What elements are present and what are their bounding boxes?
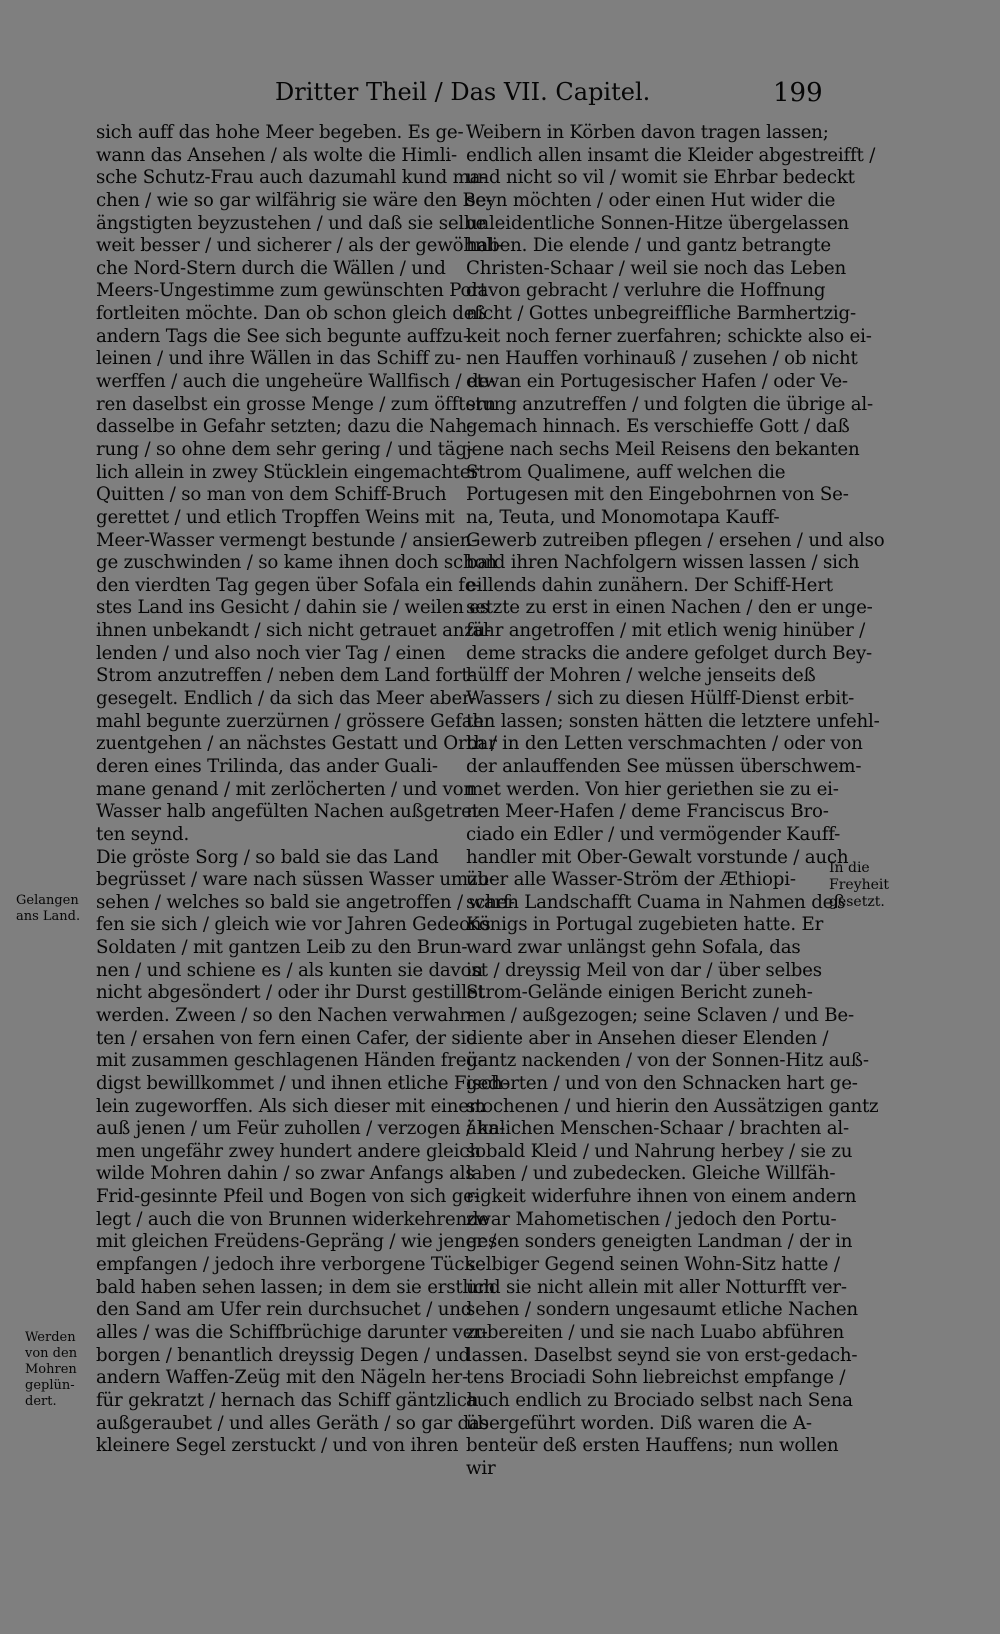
text-line: laben / und zubedecken. Gleiche Willfäh- <box>466 1163 836 1185</box>
text-line: nicht / Gottes unbegreiffliche Barmhertzig- <box>466 303 856 325</box>
text-line: schen Landschafft Cuama in Nahmen deß <box>466 891 846 913</box>
text-line: tens Brociadi Sohn liebreichst empfange / <box>466 1367 846 1389</box>
margin-note-line: ans Land. <box>16 909 81 924</box>
text-line: weit besser / und sicherer / als der gewöhnli- <box>96 235 504 257</box>
text-line: werden. Zween / so den Nachen verwahr- <box>96 1004 474 1026</box>
text-line: selbiger Gegend seinen Wohn-Sitz hatte / <box>466 1254 840 1276</box>
text-line: Portugesen mit den Eingebohrnen von Se- <box>466 484 849 506</box>
margin-note-line: dert. <box>25 1394 57 1409</box>
text-line: Königs in Portugal zugebieten hatte. Er <box>466 914 824 936</box>
text-line: sehen / sondern ungesaumt etliche Nachen <box>466 1299 858 1321</box>
running-title: Dritter Theil / Das VII. Capitel. <box>275 78 651 106</box>
text-line: jene nach sechs Meil Reisens den bekanten <box>466 438 860 460</box>
text-line: endlich allen insamt die Kleider abgestreifft / <box>466 144 876 166</box>
text-line: ge zuschwinden / so kame ihnen doch schon <box>96 552 497 574</box>
text-line: Frid-gesinnte Pfeil und Bogen von sich ge- <box>96 1186 480 1208</box>
text-line: ciado ein Edler / und vermögender Kauff- <box>466 823 841 845</box>
text-line: benteür deß ersten Hauffens; nun wollen <box>466 1435 839 1457</box>
text-line: nen Meer-Hafen / deme Franciscus Bro- <box>466 801 829 823</box>
left-text-column <box>96 122 515 1458</box>
margin-note-line: In die <box>829 860 870 876</box>
margin-note-line: Gelangen <box>16 893 79 908</box>
margin-note-line: Mohren <box>25 1362 77 1377</box>
text-line: Quitten / so man von dem Schiff-Bruch <box>96 484 447 506</box>
text-line: Strom Qualimene, auff welchen die <box>466 461 786 483</box>
margin-note-line: gesetzt. <box>829 894 885 910</box>
text-line: gesen sonders geneigten Landman / der in <box>466 1231 853 1253</box>
text-line: bar in den Letten verschmachten / oder von <box>466 733 863 755</box>
text-line: auß jenen / um Feür zuhollen / verzogen / ka- <box>96 1118 505 1140</box>
text-line: stung anzutreffen / und folgten die übrige al- <box>466 393 873 415</box>
text-line: Strom-Gelände einigen Bericht zuneh- <box>466 982 813 1004</box>
margin-note-plundered <box>25 1330 87 1410</box>
text-line: und nicht so vil / womit sie Ehrbar bedeckt <box>466 167 855 189</box>
text-line: legt / auch die von Brunnen widerkehrende <box>96 1208 489 1230</box>
text-line: zuentgehen / an nächstes Gestatt und Orth / <box>96 733 497 755</box>
text-line: empfangen / jedoch ihre verborgene Tücke <box>96 1254 486 1276</box>
text-line: Meers-Ungestimme zum gewünschten Port <box>96 280 487 302</box>
text-line: zubereiten / und sie nach Luabo abführen <box>466 1321 845 1343</box>
text-line: und sie nicht allein mit aller Notturfft ver- <box>466 1276 847 1298</box>
text-line: borgen / benantlich dreyssig Degen / und <box>96 1344 470 1366</box>
text-line: über alle Wasser-Ström der Æthiopi- <box>466 869 796 891</box>
text-line: nen / und schiene es / als kunten sie davon <box>96 959 483 981</box>
text-line: zwar Mahometischen / jedoch den Portu- <box>466 1208 837 1230</box>
text-line: unleidentliche Sonnen-Hitze übergelassen <box>466 212 849 234</box>
text-line: lenden / und also noch vier Tag / einen <box>96 642 446 664</box>
text-line: sobald Kleid / und Nahrung herbey / sie zu <box>466 1140 853 1162</box>
text-line: ihnen unbekandt / sich nicht getrauet anzu- <box>96 620 492 642</box>
text-line: der anlauffenden See müssen überschwem- <box>466 755 862 777</box>
text-line: sche Schutz-Frau auch dazumahl kund ma- <box>96 167 487 189</box>
text-line: che Nord-Stern durch die Wällen / und <box>96 257 446 279</box>
text-line: Gewerb zutreiben pflegen / ersehen / und also <box>466 529 885 551</box>
text-line: haben. Die elende / und gantz betrangte <box>466 235 831 257</box>
text-line: gemach hinnach. Es verschieffe Gott / daß <box>466 416 850 438</box>
text-line: lein zugeworffen. Als sich dieser mit einem <box>96 1095 486 1117</box>
text-line: ren daselbst ein grosse Menge / zum öfftern <box>96 393 496 415</box>
text-line: met werden. Von hier geriethen sie zu ei- <box>466 778 839 800</box>
text-line: gerettet / und etlich Tropffen Weins mit <box>96 506 455 528</box>
text-line: wir <box>466 1457 496 1479</box>
text-line: diente aber in Ansehen dieser Elenden / <box>466 1027 829 1049</box>
text-line: bald haben sehen lassen; in dem sie erstlich <box>96 1276 496 1298</box>
text-line: den vierdten Tag gegen über Sofala ein fe- <box>96 574 482 596</box>
text-line: davon gebracht / verluhre die Hoffnung <box>466 280 826 302</box>
text-line: mit zusammen geschlagenen Händen freü- <box>96 1050 484 1072</box>
text-line: chen / wie so gar wilfährig sie wäre den Be- <box>96 189 493 211</box>
text-line: Christen-Schaar / weil sie noch das Leben <box>466 257 846 279</box>
text-line: gesegelt. Endlich / da sich das Meer aber- <box>96 688 477 710</box>
text-line: ähnlichen Menschen-Schaar / brachten al- <box>466 1118 849 1140</box>
text-line: wann das Ansehen / als wolte die Himli- <box>96 144 457 166</box>
text-line: kleinere Segel zerstuckt / und von ihren <box>96 1435 459 1457</box>
text-line: na, Teuta, und Monomotapa Kauff- <box>466 506 780 528</box>
text-line: deren eines Trilinda, das ander Guali- <box>96 755 438 777</box>
text-line: Meer-Wasser vermengt bestunde / ansien- <box>96 529 478 551</box>
text-line: werffen / auch die ungeheüre Wallfisch / de- <box>96 371 495 393</box>
margin-note-line: geplün- <box>25 1378 75 1393</box>
text-line: men ungefähr zwey hundert andere gleich <box>96 1140 481 1162</box>
text-line: Weibern in Körben davon tragen lassen; <box>466 122 829 143</box>
text-line: wilde Mohren dahin / so zwar Anfangs als <box>96 1163 475 1185</box>
margin-note-landing <box>16 893 92 925</box>
text-line: nicht abgesöndert / oder ihr Durst gestillet <box>96 982 485 1004</box>
text-line: den Sand am Ufer rein durchsuchet / und <box>96 1299 473 1321</box>
text-line: handler mit Ober-Gewalt vorstunde / auch <box>466 846 849 868</box>
text-line: gantz nackenden / von der Sonnen-Hitz auß- <box>466 1050 869 1072</box>
text-line: übergeführt worden. Diß waren die A- <box>466 1412 812 1434</box>
text-line: seyn möchten / oder einen Hut wider die <box>466 189 836 211</box>
margin-note-line: Werden <box>25 1330 76 1345</box>
text-line: Wasser halb angefülten Nachen außgetret- <box>96 801 485 823</box>
text-line: dasselbe in Gefahr setzten; dazu die Nah- <box>96 416 473 438</box>
text-line: stes Land ins Gesicht / dahin sie / weilen es <box>96 597 489 619</box>
text-line: Strom anzutreffen / neben dem Land fort- <box>96 665 475 687</box>
text-line: für gekratzt / hernach das Schiff gäntzlich <box>96 1389 479 1411</box>
text-line: fähr angetroffen / mit etlich wenig hinüber / <box>466 620 866 642</box>
text-line: mahl begunte zuerzürnen / grössere Gefahr <box>96 710 493 732</box>
margin-note-line: von den <box>25 1346 78 1361</box>
text-line: leinen / und ihre Wällen in das Schiff zu- <box>96 348 462 370</box>
text-line: ten lassen; sonsten hätten die letztere unfehl- <box>466 710 880 732</box>
text-line: digst bewillkommet / und ihnen etliche Fisch- <box>96 1072 509 1094</box>
text-line: alles / was die Schiffbrüchige darunter ver- <box>96 1321 488 1343</box>
text-line: ward zwar unlängst gehn Sofala, das <box>466 937 801 959</box>
margin-note-freed <box>829 860 897 911</box>
text-line: begrüsset / ware nach süssen Wasser umzu- <box>96 869 495 891</box>
text-line: keit noch ferner zuerfahren; schickte also ei- <box>466 325 872 347</box>
text-line: ängstigten beyzustehen / und daß sie selbe <box>96 212 487 234</box>
text-line: etwan ein Portugesischer Hafen / oder Ve- <box>466 371 848 393</box>
text-line: andern Waffen-Zeüg mit den Nägeln her- <box>96 1367 468 1389</box>
text-line: gedorten / und von den Schnacken hart ge- <box>466 1072 858 1094</box>
text-line: sich auff das hohe Meer begeben. Es ge- <box>96 122 464 143</box>
text-line: lich allein in zwey Stücklein eingemachter <box>96 461 479 483</box>
text-line: rung / so ohne dem sehr gering / und täg- <box>96 438 473 460</box>
text-line: sehen / welches so bald sie angetroffen / warf- <box>96 891 515 913</box>
text-line: nen Hauffen vorhinauß / zusehen / ob nicht <box>466 348 858 370</box>
text-line: Wassers / sich zu diesen Hülff-Dienst erbit- <box>466 688 855 710</box>
page-number: 199 <box>773 78 823 108</box>
text-line: lassen. Daselbst seynd sie von erst-gedach- <box>466 1344 858 1366</box>
text-line: ist / dreyssig Meil von dar / über selbes <box>466 959 822 981</box>
text-line: fortleiten möchte. Dan ob schon gleich deß <box>96 303 487 325</box>
text-line: andern Tags die See sich begunte auffzu- <box>96 325 469 347</box>
text-line: fen sie sich / gleich wie vor Jahren Gedeons <box>96 914 491 936</box>
margin-note-line: Freyheit <box>829 877 890 893</box>
text-line: ten / ersahen von fern einen Cafer, der sie <box>96 1027 477 1049</box>
text-line: eillends dahin zunähern. Der Schiff-Hert <box>466 574 833 596</box>
text-line: stochenen / und hierin den Aussätzigen gantz <box>466 1095 879 1117</box>
text-line: bald ihren Nachfolgern wissen lassen / sich <box>466 552 860 574</box>
text-line: rigkeit widerfuhre ihnen von einem andern <box>466 1186 857 1208</box>
text-line: außgeraubet / und alles Geräth / so gar das <box>96 1412 489 1434</box>
text-line: hülff der Mohren / welche jenseits deß <box>466 665 816 687</box>
text-line: Soldaten / mit gantzen Leib zu den Brun- <box>96 937 468 959</box>
text-line: men / außgezogen; seine Sclaven / und Be- <box>466 1004 854 1026</box>
text-line: setzte zu erst in einen Nachen / den er unge- <box>466 597 873 619</box>
text-line: Die gröste Sorg / so bald sie das Land <box>96 846 439 868</box>
text-line: ten seynd. <box>96 823 190 845</box>
text-line: deme stracks die andere gefolget durch Bey- <box>466 642 872 664</box>
text-line: mit gleichen Freüdens-Gepräng / wie jener / <box>96 1231 497 1253</box>
text-line: mane genand / mit zerlöcherten / und von <box>96 778 475 800</box>
text-line: auch endlich zu Brociado selbst nach Sena <box>466 1389 853 1411</box>
